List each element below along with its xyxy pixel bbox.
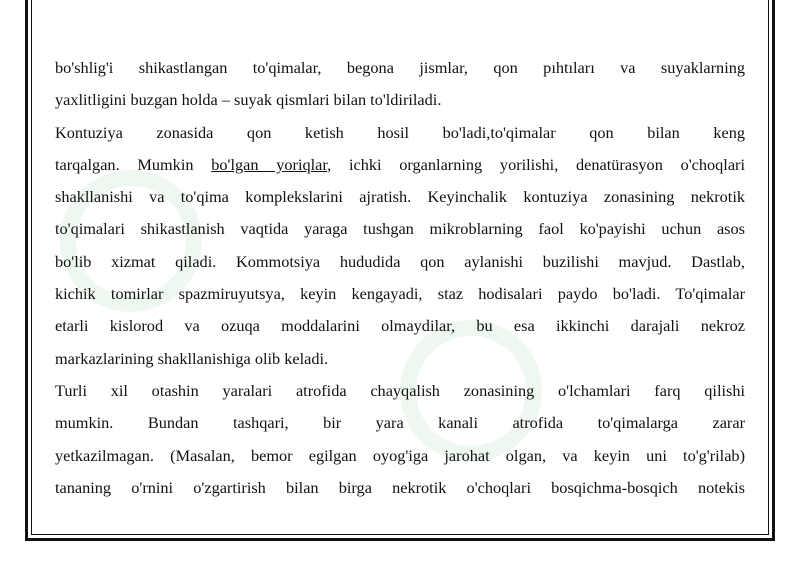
text-line: to'qimalari shikastlanish vaqtida yaraga tushgan mikroblarning faol ko'payishi uchun asos (55, 219, 745, 239)
text-line: etarli kislorod va ozuqa moddalarini olmaydilar, bu esa ikkinchi darajali nekroz (55, 316, 745, 336)
text-span: , ichki organlarning yorilishi, denatürasyon o'choqlari (327, 154, 746, 174)
paragraph-2 (55, 117, 745, 375)
text-line: bo'lib xizmat qiladi. Kommotsiya hududida qon aylanishi buzilishi mavjud. Dastlab, (55, 251, 745, 271)
document-body (55, 52, 745, 504)
text-line: markazlarining shakllanishiga olib keladi. (55, 348, 329, 368)
text-line: Kontuziya zonasida qon ketish hosil bo'ladi,to'qimalar qon bilan keng (55, 122, 745, 142)
text-line: bo'shlig'i shikastlangan to'qimalar, begona jismlar, qon pıhtıları va suyaklarning (55, 58, 745, 77)
text-line (55, 149, 745, 181)
text-line: yaxlitligini buzgan holda – suyak qismlari bilan to'ldiriladi. (55, 90, 442, 110)
text-line: shakllanishi va to'qima komplekslarini ajratish. Keyinchalik kontuziya zonasining nekrotik (55, 187, 745, 207)
text-line: kichik tomirlar spazmiruyutsya, keyin kengayadi, staz hodisalari paydo bo'ladi. To'qimalar (55, 284, 745, 304)
text-span: tarqalgan. Mumkin (55, 154, 212, 174)
text-line: tananing o'rnini o'zgartirish bilan birga nekrotik o'choqlari bosqichma-bosqich notekis (55, 477, 745, 497)
hyperlink[interactable]: bo'lgan yoriqlar (211, 154, 328, 174)
text-line: Turli xil otashin yaralari atrofida chayqalish zonasining o'lchamlari farq qilishi (55, 380, 745, 400)
paragraph-3 (55, 375, 745, 504)
text-line: yetkazilmagan. (Masalan, bemor egilgan oyog'iga jarohat olgan, va keyin uni to'g'rilab) (55, 445, 745, 465)
paragraph-1 (55, 52, 745, 117)
text-line: mumkin. Bundan tashqari, bir yara kanali atrofida to'qimalarga zarar (55, 413, 745, 433)
